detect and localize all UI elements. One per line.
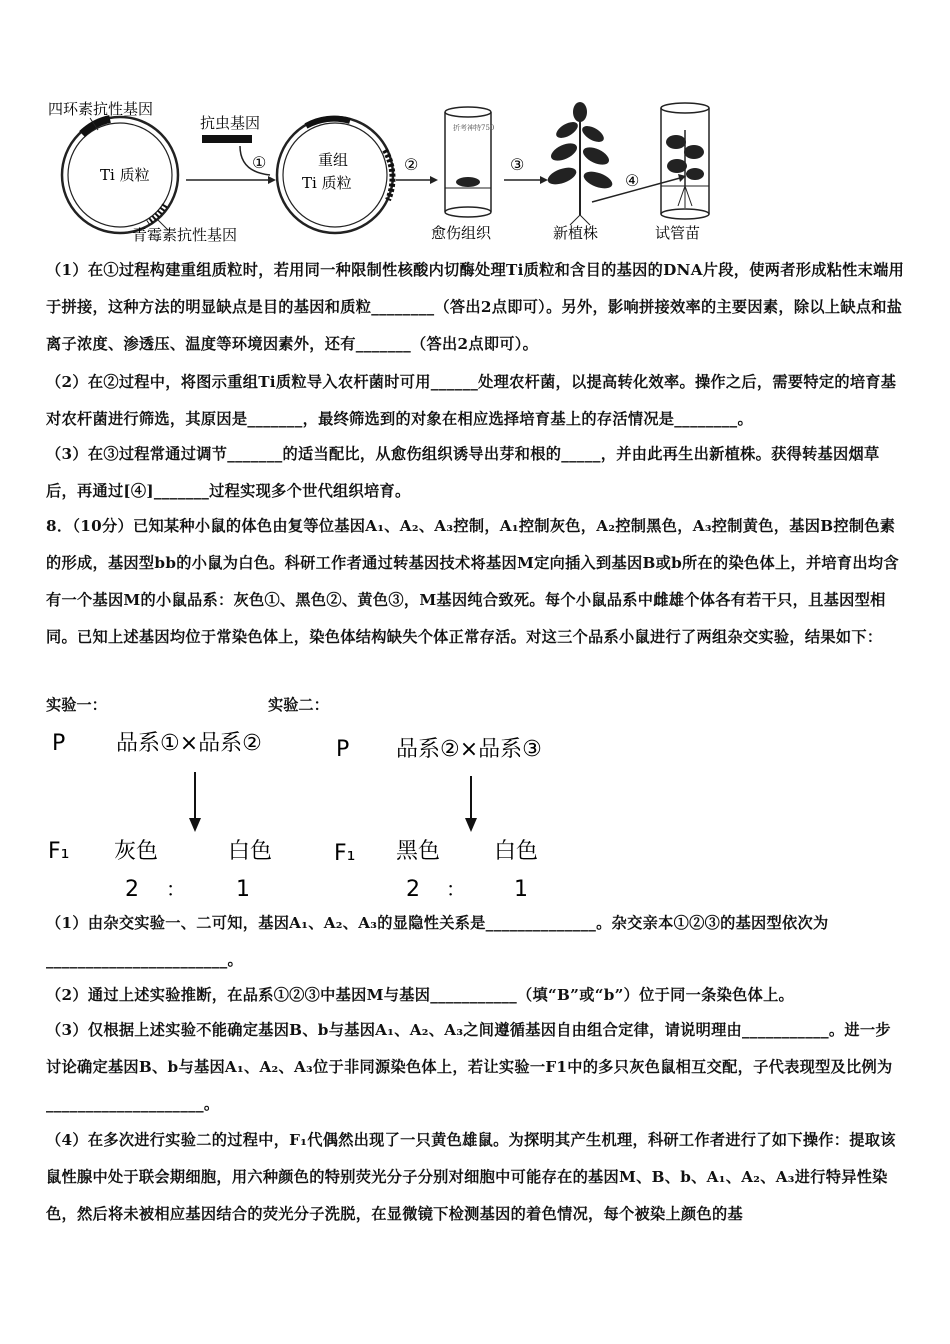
experiment-2-cross: [334, 737, 542, 902]
new-plant-icon: [546, 102, 615, 225]
exp1-p-label: P: [52, 731, 66, 756]
q8-intro: 8．（10分）已知某种小鼠的体色由复等位基因A₁、A₂、A₃控制，A₁控制灰色，A₂控制黑色，A₃控制黄色，基因B控制色素的形成，基因型bb的小鼠为白色。科研工作者通过转基因技术将基因M定向插入到基因B或b所在的染色体上，并培育出均含有一个基因M的小鼠品系：灰色①、黑色②、黄色③，M基因纯合致死。每个小鼠品系中雌雄个体各有若干只，且基因型相同。已知上述基因均位于常染色体上，染色体结构缺失个体正常存活。对这三个品系小鼠进行了两组杂交实验，结果如下：: [46, 517, 899, 646]
exp2-f1-label: F₁: [334, 841, 356, 866]
exp2-p-label: P: [336, 737, 350, 762]
q8-sub4: （4）在多次进行实验二的过程中，F₁代偶然出现了一只黄色雄鼠。为探明其产生机理，科研工作者进行了如下操作：提取该鼠性腺中处于联会期细胞，用六种颜色的特别荧光分子分别对细胞中可能存在的基因M、B、b、A₁、A₂、A₃进行特异性染色，然后将未被相应基因结合的荧光分子洗脱，在显微镜下检测基因的着色情况，每个被染上颜色的基: [46, 1131, 896, 1223]
q8-sub3: （3）仅根据上述实验不能确定基因B、b与基因A₁、A₂、A₃之间遵循基因自由组合定律，请说明理由___________。进一步讨论确定基因B、b与基因A₁、A₂、A₃位于非同源染色体上，若让实验一F1中的多只灰色鼠相互交配，子代表现型及比例为____________________。: [46, 1021, 893, 1113]
experiment-1-cross: [48, 731, 272, 902]
pen-gene-label: 青霉素抗性基因: [132, 226, 238, 244]
exp2-cross: 品系②×品系③: [396, 737, 542, 762]
tube-plantlet-label: 试管苗: [655, 224, 701, 242]
step2-label: ②: [404, 155, 419, 174]
exp1-label: 实验一：: [46, 696, 107, 714]
exp2-pheno-a: 黑色: [396, 839, 441, 864]
exp1-arrow-icon: [189, 818, 201, 832]
exp1-colon: ：: [166, 877, 186, 901]
exp2-label: 实验二：: [268, 696, 329, 714]
exp1-ratio-a: 2: [125, 877, 139, 902]
exp1-cross: 品系①×品系②: [116, 731, 262, 756]
q8-sub2: （2）通过上述实验推断，在品系①②③中基因M与基因___________（填“B”或“b”）位于同一条染色体上。: [46, 986, 795, 1004]
transgenic-process-figure: [40, 90, 920, 250]
recombinant-label-1: 重组: [318, 151, 349, 169]
step4-label: ④: [625, 171, 640, 190]
tet-gene-label: 四环素抗性基因: [48, 100, 154, 118]
q7-part2: （2）在②过程中，将图示重组Ti质粒导入农杆菌时可用______处理农杆菌，以提高转化效率。操作之后，需要特定的培育基对农杆菌进行筛选，其原因是_______，最终筛选到的对象在相应选择培育基上的存活情况是________。: [46, 373, 897, 428]
exp1-ratio-b: 1: [236, 877, 250, 902]
exp1-pheno-b: 白色: [228, 839, 273, 864]
exp2-colon: ：: [446, 877, 466, 901]
exp1-pheno-a: 灰色: [114, 839, 159, 864]
exp2-pheno-b: 白色: [494, 839, 539, 864]
watermark-text: 折考神特750: [453, 124, 495, 132]
insect-gene-fragment: [202, 135, 252, 143]
exp2-ratio-b: 1: [514, 877, 528, 902]
exp2-arrow-icon: [465, 818, 477, 832]
recombinant-label-2: Ti 质粒: [302, 174, 352, 192]
new-plant-label: 新植株: [553, 224, 599, 242]
insect-gene-label: 抗虫基因: [200, 114, 261, 132]
ti-plasmid-label: Ti 质粒: [100, 166, 150, 184]
callus-label: 愈伤组织: [431, 224, 492, 242]
exp1-f1-label: F₁: [48, 839, 70, 864]
q7-part3: （3）在③过程常通过调节_______的适当配比，从愈伤组织诱导出芽和根的_____，并由此再生出新植株。获得转基因烟草后，再通过[④]_______过程实现多个世代组织培育。: [46, 445, 880, 500]
step3-label: ③: [510, 155, 525, 174]
exp2-ratio-a: 2: [406, 877, 420, 902]
q8-sub1: （1）由杂交实验一、二可知，基因A₁、A₂、A₃的显隐性关系是______________。杂交亲本①②③的基因型依次为_______________________。: [46, 914, 829, 969]
tube-plantlet-icon: [661, 103, 709, 219]
cross-experiments-figure: [40, 720, 600, 905]
step1-label: ①: [252, 153, 267, 172]
q7-part1: （1）在①过程构建重组质粒时，若用同一种限制性核酸内切酶处理Ti质粒和含目的基因的DNA片段，使两者形成粘性末端用于拼接，这种方法的明显缺点是目的基因和质粒________（答出2点即可）。另外，影响拼接效率的主要因素，除以上缺点和盐离子浓度、渗透压、温度等环境因素外，还有_______（答出2点即可）。: [46, 261, 905, 353]
